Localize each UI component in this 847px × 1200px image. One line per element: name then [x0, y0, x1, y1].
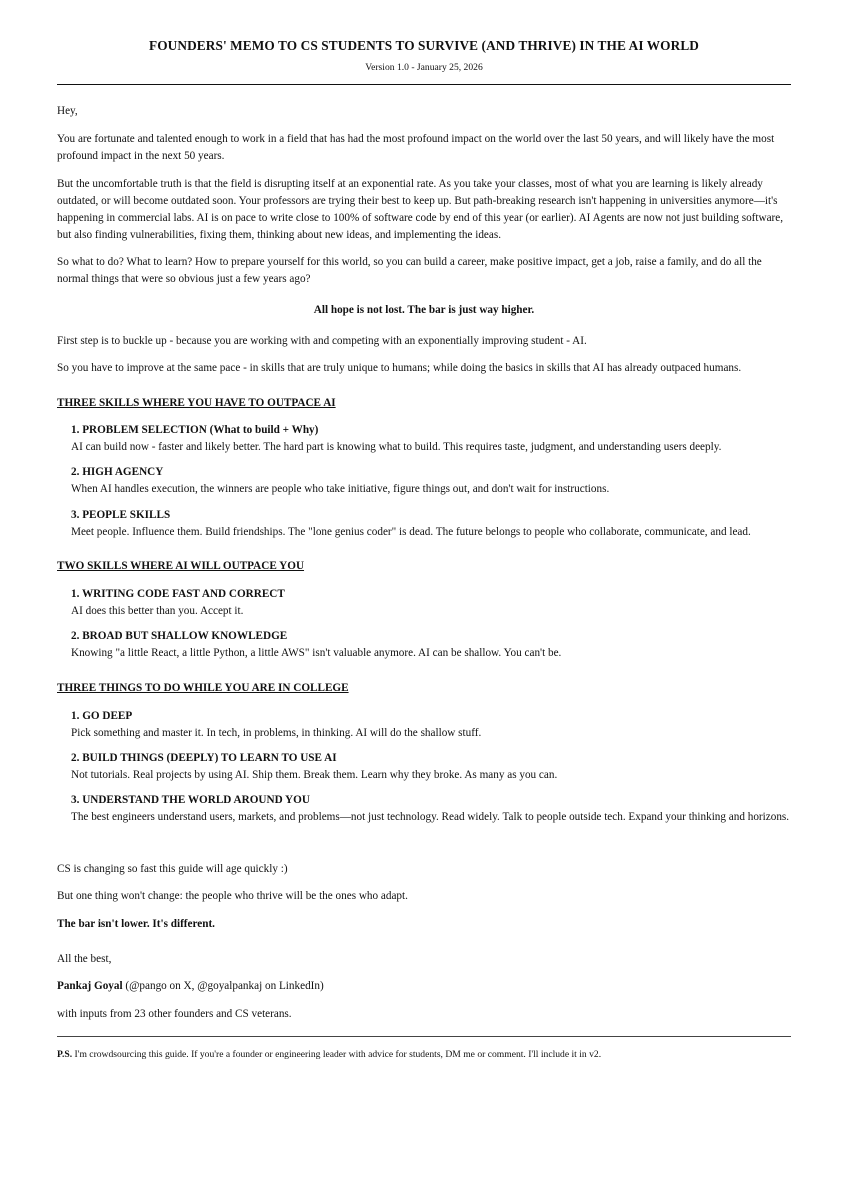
ps-note [57, 1048, 791, 1062]
author-name: Pankaj Goyal [57, 980, 123, 992]
inputs-line: with inputs from 23 other founders and CS veterans. [57, 1008, 292, 1020]
intro-paragraph-2: But the uncomfortable truth is that the field is disrupting itself at an exponential rate. As you take your classes, most of what you are learning is likely already outdated, or will become outdated soon. Your professors are trying their best to keep up. But path-breaking research isn't happening in universities anymore—it's happening in commercial labs. AI is on pace to write close to 100% of software code by end of this year (or earlier). AI Agents are now not just building software, but also finding vulnerabilities, fixing them, thinking about new ideas, and implementing the ideas. [57, 178, 784, 241]
author-line [57, 978, 791, 995]
intro-paragraph-1: You are fortunate and talented enough to work in a field that has had the most profound impact on the world over the last 50 years, and will likely have the most profound impact in the next 50 years. [57, 133, 775, 162]
item-title: 2. HIGH AGENCY [71, 466, 164, 478]
item-title: 3. UNDERSTAND THE WORLD AROUND YOU [71, 794, 310, 806]
item-body: The best engineers understand users, markets, and problems—not just technology. Read widely. Talk to people outside tech. Expand your thinking and horizons. [71, 811, 790, 823]
intro-paragraph-4: First step is to buckle up - because you are working with and competing with an exponentially improving student - AI. [57, 335, 587, 347]
ps-text: I'm crowdsourcing this guide. If you're a founder or engineering leader with advice for students, DM me or comment. I'll include it in v2. [72, 1049, 602, 1060]
item-body: AI can build now - faster and likely better. The hard part is knowing what to build. This requires taste, judgment, and understanding users deeply. [71, 441, 722, 453]
section-heading-college: THREE THINGS TO DO WHILE YOU ARE IN COLLEGE [57, 682, 349, 694]
section-heading-outpace-ai: THREE SKILLS WHERE YOU HAVE TO OUTPACE AI [57, 397, 336, 409]
signoff: All the best, [57, 953, 112, 965]
greeting: Hey, [57, 105, 78, 117]
intro-paragraph-3: So what to do? What to learn? How to prepare yourself for this world, so you can build a career, make positive impact, get a job, raise a family, and do all the normal things that were so obvious just a few years ago? [57, 256, 762, 285]
closing-line-1: CS is changing so fast this guide will age quickly :) [57, 863, 288, 875]
item-title: 1. GO DEEP [71, 710, 133, 722]
author-handles: (@pango on X, @goyalpankaj on LinkedIn) [122, 980, 324, 992]
item-body: When AI handles execution, the winners are people who take initiative, figure things out, and don't wait for instructions. [71, 483, 610, 495]
item-body: Knowing "a little React, a little Python, a little AWS" isn't valuable anymore. AI can be shallow. You can't be. [71, 647, 562, 659]
ps-label: P.S. [57, 1049, 73, 1060]
item-title: 3. PEOPLE SKILLS [71, 509, 171, 521]
footer-divider [57, 1036, 791, 1037]
item-title: 1. PROBLEM SELECTION (What to build + Why) [71, 424, 319, 436]
closing-line-2: But one thing won't change: the people who thrive will be the ones who adapt. [57, 890, 408, 902]
version-line: Version 1.0 - January 25, 2026 [365, 62, 483, 73]
section-heading-ai-outpace-you: TWO SKILLS WHERE AI WILL OUTPACE YOU [57, 560, 305, 572]
item-title: 2. BROAD BUT SHALLOW KNOWLEDGE [71, 630, 288, 642]
item-title: 2. BUILD THINGS (DEEPLY) TO LEARN TO USE AI [71, 752, 337, 764]
item-body: Meet people. Influence them. Build friendships. The "lone genius coder" is dead. The future belongs to people who collaborate, communicate, and lead. [71, 526, 751, 538]
hope-statement: All hope is not lost. The bar is just way higher. [313, 304, 535, 316]
item-body: Pick something and master it. In tech, in problems, in thinking. AI will do the shallow stuff. [71, 727, 482, 739]
item-body: Not tutorials. Real projects by using AI. Ship them. Break them. Learn why they broke. As many as you can. [71, 769, 558, 781]
item-title: 1. WRITING CODE FAST AND CORRECT [71, 588, 285, 600]
header-divider [57, 84, 791, 85]
item-body: AI does this better than you. Accept it. [71, 605, 244, 617]
intro-paragraph-5: So you have to improve at the same pace - in skills that are truly unique to humans; while doing the basics in skills that AI has already outpaced humans. [57, 362, 742, 374]
closing-line-3: The bar isn't lower. It's different. [57, 918, 215, 930]
memo-title: FOUNDERS' MEMO TO CS STUDENTS TO SURVIVE (AND THRIVE) IN THE AI WORLD [149, 38, 699, 53]
